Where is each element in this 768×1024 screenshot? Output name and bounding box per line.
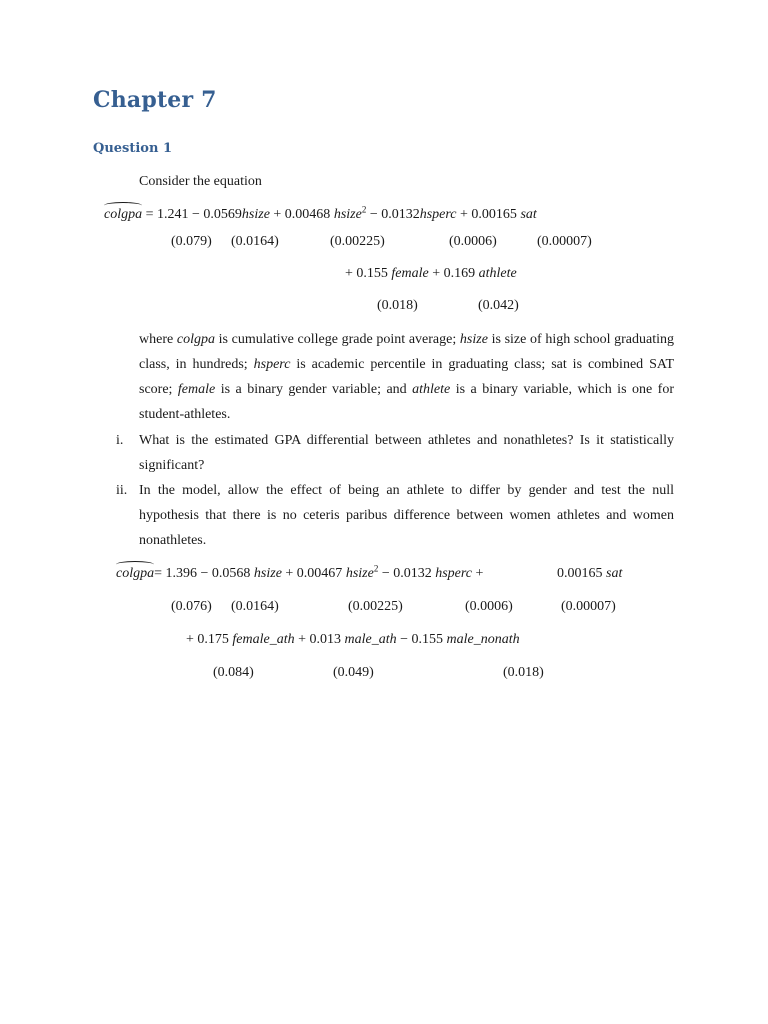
list-item-text: What is the estimated GPA differential between athletes and nonathletes? Is it statistically significant? — [139, 433, 674, 473]
list-item — [116, 428, 674, 478]
equation-1-line-1: colgpa = 1.241 − 0.0569hsize + 0.00468 hsize$^2$ − 0.0132hsperc + 0.00165 sat — [104, 204, 537, 222]
equation-1-se: (0.018) — [377, 298, 418, 313]
equation-2-se: (0.00007) — [561, 599, 616, 614]
equation-1-se: (0.0006) — [449, 234, 497, 249]
equation-2-se: (0.0164) — [231, 599, 279, 614]
list-item-number: ii. — [116, 483, 128, 498]
equation-2-line-2: + 0.175 female_ath + 0.013 male_ath − 0.155 male_nonath — [186, 632, 520, 647]
list-item-text: In the model, allow the effect of being an athlete to differ by gender and test the null hypothesis that there is no ceteris paribus difference between women athletes and women nonathletes. — [139, 483, 674, 548]
equation-2-lhs: colgpa — [116, 566, 155, 581]
equation-2-se: (0.018) — [503, 665, 544, 680]
question-title: Question 1 — [93, 141, 173, 156]
variable-definitions: where colgpa is cumulative college grade point average; hsize is size of high school graduating class, in hundreds; hsperc is academic percentile in graduating class; sat is combined SAT score; female is a binary gender variable; and athlete is a binary variable, which is one for student-athletes. — [139, 332, 674, 422]
equation-1-line-2: + 0.155 female + 0.169 athlete — [345, 266, 517, 281]
equation-1-lhs: colgpa — [104, 207, 143, 222]
equation-2-se: (0.049) — [333, 665, 374, 680]
equation-2-se: (0.084) — [213, 665, 254, 680]
list-item-number: i. — [116, 433, 124, 448]
equation-2-se: (0.00225) — [348, 599, 403, 614]
equation-1-se: (0.079) — [171, 234, 212, 249]
equation-1-se: (0.00225) — [330, 234, 385, 249]
equation-1-se: (0.00007) — [537, 234, 592, 249]
list-item — [116, 478, 674, 553]
equation-1-se: (0.042) — [478, 298, 519, 313]
equation-1-se: (0.0164) — [231, 234, 279, 249]
equation-2-sat-term: 0.00165 sat — [557, 566, 623, 581]
chapter-title: Chapter 7 — [93, 87, 217, 113]
intro-text: Consider the equation — [139, 174, 262, 189]
equation-2-se: (0.076) — [171, 599, 212, 614]
equation-2-se: (0.0006) — [465, 599, 513, 614]
equation-2-line-1: colgpa= 1.396 − 0.0568 hsize + 0.00467 hsize$^2$ − 0.0132 hsperc + — [116, 563, 484, 581]
